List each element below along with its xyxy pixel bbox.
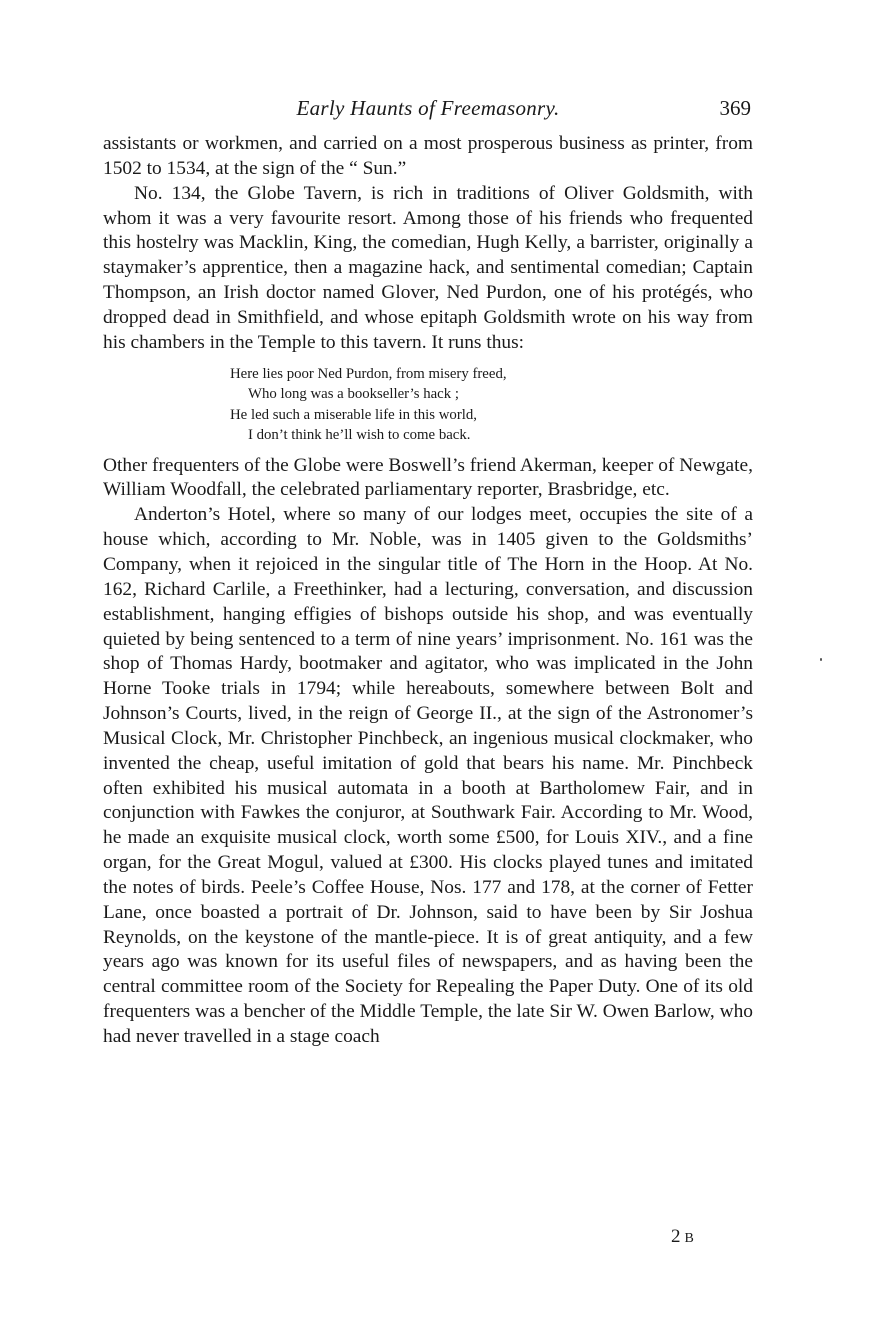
paragraph-globe-frequenters: Other frequenters of the Globe were Boswell’s friend Akerman, keeper of Newgate, William Woodfall, the celebrated parliamentary reporter, Brasbridge, etc. xyxy=(103,454,753,501)
running-title: Early Haunts of Freemasonry. xyxy=(296,96,560,120)
verse-line: I don’t think he’ll wish to come back. xyxy=(248,427,471,444)
verse-line: Who long was a bookseller’s hack ; xyxy=(248,386,459,403)
signature-mark xyxy=(671,1226,694,1248)
signature-number: 2 xyxy=(671,1226,685,1247)
epitaph-verse xyxy=(230,364,753,446)
book-page xyxy=(103,92,753,1050)
signature-letter: B xyxy=(684,1231,694,1246)
verse-line: Here lies poor Ned Purdon, from misery freed, xyxy=(230,365,507,382)
margin-speck xyxy=(820,658,822,661)
verse-line: He led such a miserable life in this world, xyxy=(230,406,477,423)
paragraph-globe-tavern: No. 134, the Globe Tavern, is rich in traditions of Oliver Goldsmith, with whom it was a very favourite resort. Among those of his friends who frequented this hostelry was Macklin, King, the comedian, Hugh Kelly, a barrister, originally a staymaker’s apprentice, then a magazine hack, and sentimental comedian; Captain Thompson, an Irish doctor named Glover, Ned Purdon, one of his protégés, who dropped dead in Smithfield, and whose epitaph Goldsmith wrote on his way from his chambers in the Temple to this tavern. It runs thus: xyxy=(103,182,753,353)
page-number: 369 xyxy=(719,96,751,120)
paragraph-andertons-hotel: Anderton’s Hotel, where so many of our lodges meet, occupies the site of a house which, according to Mr. Noble, was in 1405 given to the Goldsmiths’ Company, when it rejoiced in the singular title of The Horn in the Hoop. At No. 162, Richard Carlile, a Freethinker, had a lecturing, conversation, and discussion establishment, hanging effigies of bishops outside his shop, and was eventually quieted by being sentenced to a term of nine years’ imprisonment. No. 161 was the shop of Thomas Hardy, bootmaker and agitator, who was implicated in the John Horne Tooke trials in 1794; while hereabouts, somewhere between Bolt and Johnson’s Courts, lived, in the reign of George II., at the sign of the Astronomer’s Musical Clock, Mr. Christopher Pinchbeck, an ingenious musical clockmaker, who invented the cheap, useful imitation of gold that bears his name. Mr. Pinchbeck often exhibited his musical automata in a booth at Bartholomew Fair, and in conjunction with Fawkes the conjuror, at Southwark Fair. According to Mr. Wood, he made an exquisite musical clock, worth some £500, for Louis XIV., and a fine organ, for the Great Mogul, valued at £300. His clocks played tunes and imitated the notes of birds. Peele’s Coffee House, Nos. 177 and 178, at the corner of Fetter Lane, once boasted a portrait of Dr. Johnson, said to have been by Sir Joshua Reynolds, on the keystone of the mantle-piece. It is of great antiquity, and a few years ago was known for its useful files of newspapers, and as having been the central committee room of the Society for Repealing the Paper Duty. One of its old frequenters was a bencher of the Middle Temple, the late Sir W. Owen Barlow, who had never travelled in a stage coach xyxy=(103,504,753,1047)
running-head xyxy=(103,92,753,132)
paragraph-continuation: assistants or workmen, and carried on a most prosperous business as printer, from 1502 to 1534, at the sign of the “ Sun.” xyxy=(103,133,753,179)
